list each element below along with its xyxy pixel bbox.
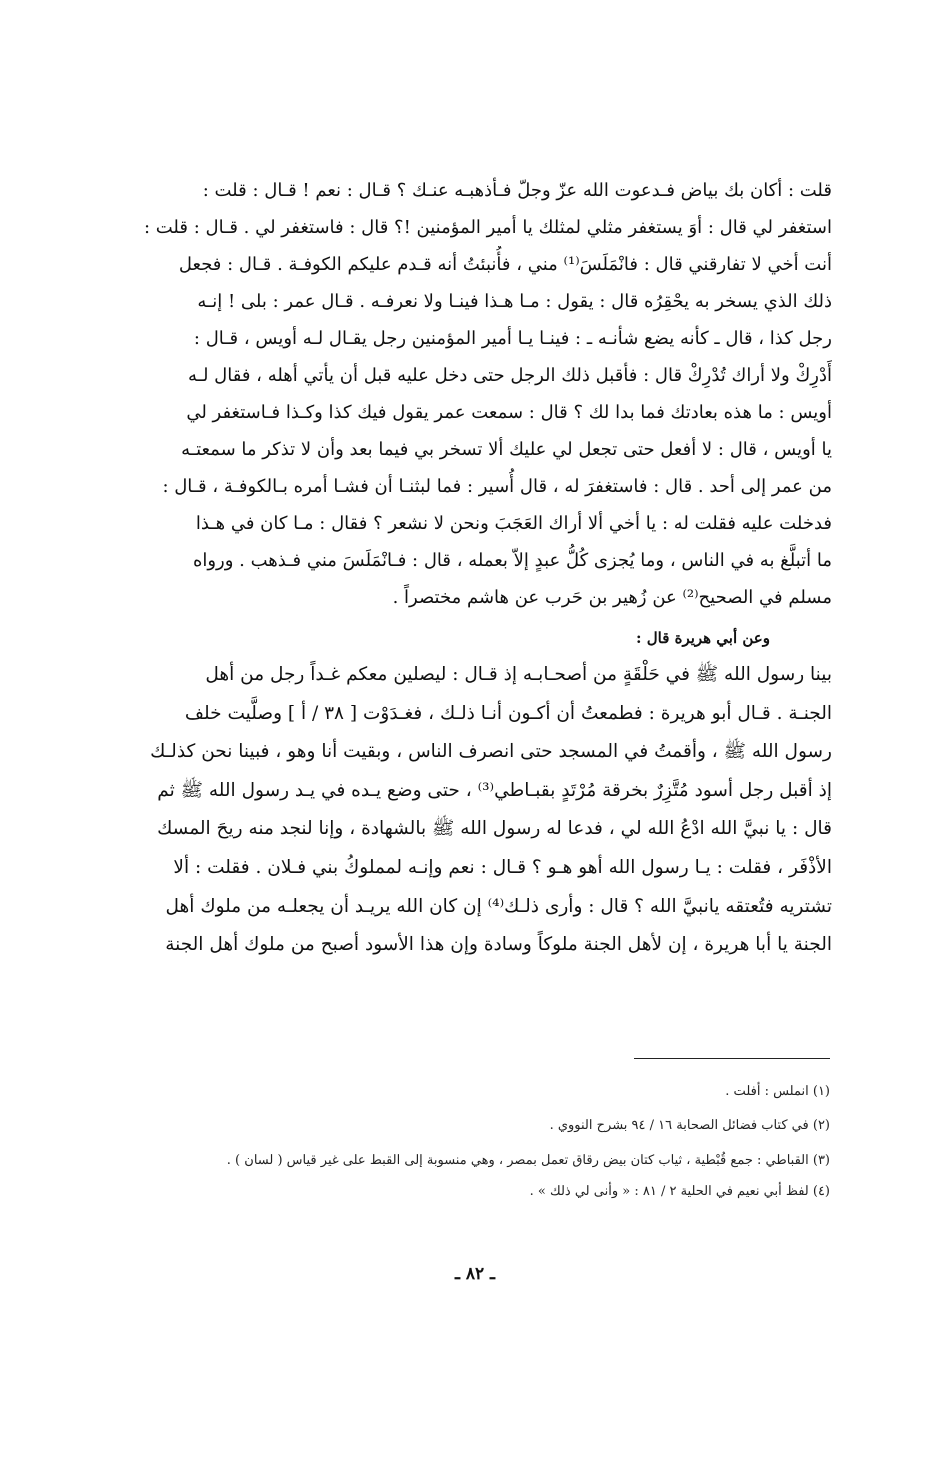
text-line: الأذْفَر ، فقلت : يـا رسول الله أهو هـو ؟ قـال : نعم وإنـه لمملوكُ بني فـلان . فقلت : ألا bbox=[173, 856, 832, 878]
text-line: قال : يا نبيَّ الله ادْعُ الله لي ، فدعا له رسول الله ﷺ بالشهادة ، وإنا لنجد منه ريحَ المسك bbox=[157, 818, 832, 840]
text-line: رجل كذا ، قال ـ كأنه يضع شأنـه ـ : فينـا يـا أمير المؤمنين رجل يقـال لـه أويس ، قـال : bbox=[193, 328, 832, 349]
text-line: ذلك الذي يسخر به يحْقِرُه قال : يقول : مـا هـذا فينـا ولا نعرفـه . قـال عمر : بلى ! إنـه bbox=[197, 291, 832, 312]
text-line: رسول الله ﷺ ، وأقمتُ في المسجد حتى انصرف الناس ، وبقيت أنا وهو ، فبينا نحن كذلـك bbox=[150, 741, 832, 763]
text-line: بينا رسول الله ﷺ في حَلْقَةٍ من أصحـابـه إذ قـال : ليصلين معكم غـداً رجل من أهل bbox=[205, 664, 832, 685]
footnotes bbox=[120, 1080, 830, 1214]
text-line: مسلم في الصحيح⁽²⁾ عن زُهير بن حَرب عن هاشم مختصراً . bbox=[392, 587, 832, 608]
text-line: أنت أخي لا تفارقني قال : فانْمَلَسَ⁽¹⁾ مني ، فأُنبئتُ أنه قـدم عليكم الكوفـة . قـال : فجعل bbox=[178, 254, 832, 275]
paragraph-2 bbox=[120, 656, 832, 965]
section-heading: وعن أبي هريرة قال : bbox=[635, 629, 770, 647]
text-line: من عمر إلى أحد . قال : فاستغفرَ له ، قال أُسير : فما لبثنـا أن فشـا أمره بـالكوفـة ، قـال : bbox=[162, 476, 832, 497]
text-line: فدخلت عليه فقلت له : يا أخي ألا أراك العَجَبَ ونحن لا نشعر ؟ فقال : مـا كان في هـذا bbox=[195, 513, 832, 534]
text-line: الجنـة . قـال أبو هريرة : فطمعتُ أن أكـون أنـا ذلـك ، فغـدَوْت [ ٣٨ / أ ] وصلَّيت خلف bbox=[184, 702, 832, 724]
main-text-block bbox=[120, 172, 832, 965]
footnote-2: (٢) في كتاب فضائل الصحابة ١٦ / ٩٤ بشرح النووي . bbox=[549, 1118, 830, 1133]
paragraph-1 bbox=[120, 172, 832, 616]
text-line: الجنة يا أبا هريرة ، إن لأهل الجنة ملوكاً وسادة وإن هذا الأسود أصبح من ملوك أهل الجنة bbox=[165, 934, 832, 956]
footnote-3: (٣) القباطي : جمع قُبْطية ، ثياب كتان بيض رقاق تعمل بمصر ، وهي منسوبة إلى القبط على غير قياس ( لسان ) . bbox=[226, 1153, 830, 1168]
footnote-1: (١) انملس : أفلت . bbox=[725, 1084, 830, 1099]
footnote-4: (٤) لفظ أبي نعيم في الحلية ٢ / ٨١ : « وأنى لي ذلك » . bbox=[529, 1184, 830, 1199]
text-line: يا أويس ، قال : لا أفعل حتى تجعل لي عليك ألا تسخر بي فيما بعد وأن لا تذكر ما سمعتـه bbox=[181, 439, 832, 460]
page-number: ـ ٨٢ ـ bbox=[454, 1264, 496, 1284]
text-line: قلت : أكان بك بياض فـدعوت الله عزّ وجلّ فـأذهبـه عنـك ؟ قـال : نعم ! قـال : قلت : bbox=[202, 180, 832, 201]
text-line: استغفر لي قال : أوَ يستغفر مثلي لمثلك يا أمير المؤمنين !؟ قال : فاستغفر لي . قـال : قلت : bbox=[143, 217, 832, 238]
text-line: إذ أقبل رجل أسود مُتَّزِرٌ بخرقة مُرْتَدٍ بقبـاطي⁽³⁾ ، حتى وضع يـده في يـد رسول الله ﷺ ثم bbox=[157, 779, 832, 801]
text-line: ما أتبلَّغ به في الناس ، وما يُجزى كُلُّ عبدٍ إلاّ بعمله ، قال : فـانْمَلَسَ مني فـذهب . ورواه bbox=[192, 550, 832, 571]
text-line: أَدْرِكْ ولا أراك تُدْرِكْ قال : فأقبل ذلك الرجل حتى دخل عليه قبل أن يأتي أهله ، فقال لـه bbox=[188, 365, 832, 386]
footnote-separator bbox=[634, 1058, 830, 1059]
text-line: أويس : ما هذه بعادتك فما بدا لك ؟ قال : سمعت عمر يقول فيك كذا وكـذا فـاستغفر لي bbox=[186, 402, 832, 423]
text-line: تشتريه فتُعتقه يانبيَّ الله ؟ قال : وأرى ذلـك⁽⁴⁾ إن كان الله يريـد أن يجعلـه من ملوك أهل bbox=[165, 895, 832, 917]
